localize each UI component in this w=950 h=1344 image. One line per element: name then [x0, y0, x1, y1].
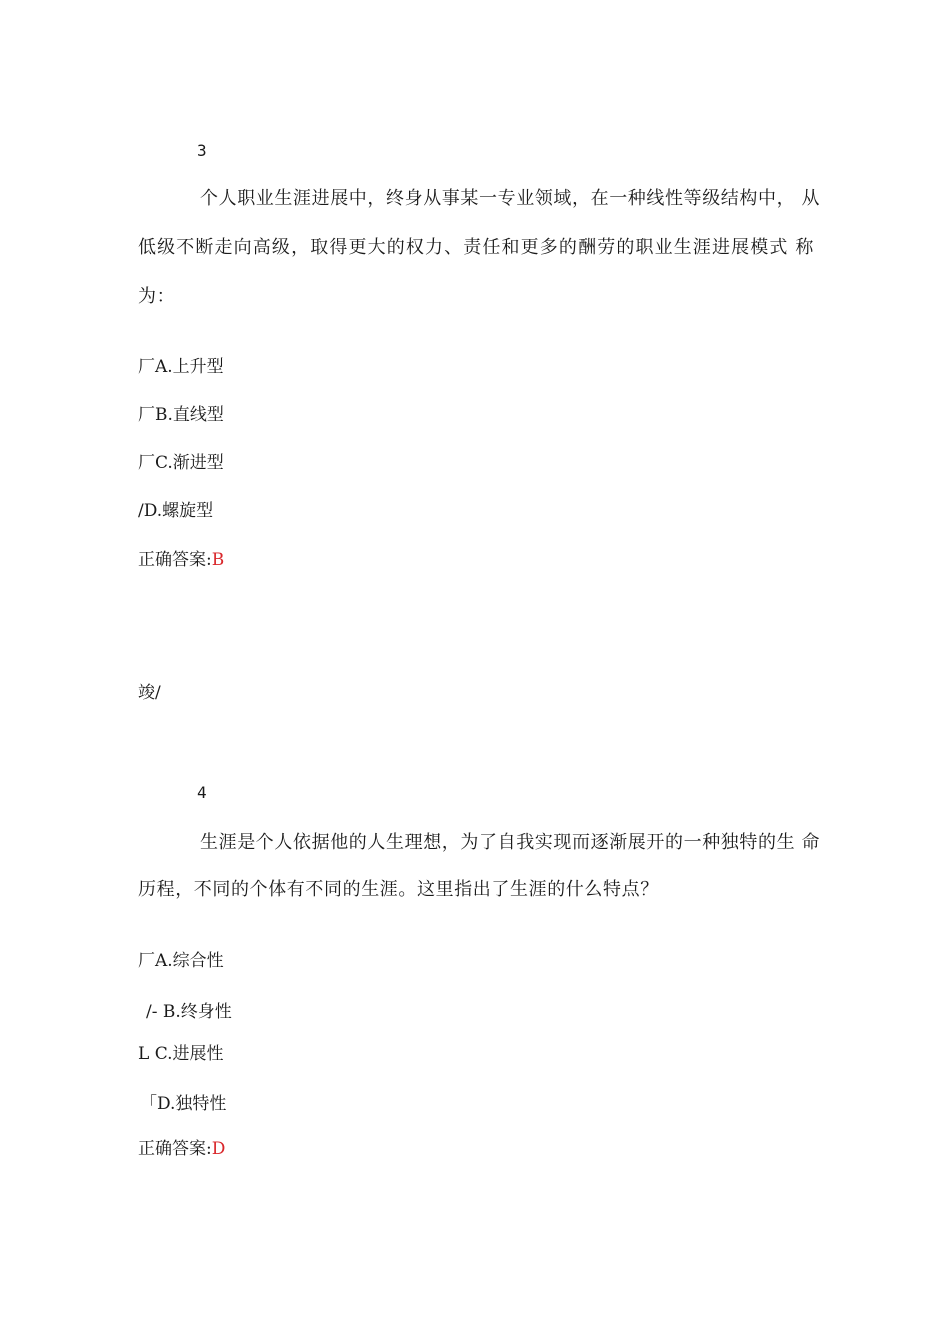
option-c[interactable]: L C.进展性 [138, 1044, 224, 1064]
stray-mark: 竣/ [138, 683, 161, 703]
question-stem-line: 个人职业生涯进展中，终身从事某一专业领域，在一种线性等级结构中， 从 [200, 188, 821, 209]
question-stem-line: 历程，不同的个体有不同的生涯。这里指出了生涯的什么特点？ [138, 879, 659, 900]
question-number: 4 [197, 783, 207, 802]
option-a[interactable]: 厂A.综合性 [138, 951, 224, 971]
question-stem-line: 为： [138, 286, 176, 307]
correct-answer-label: 正确答案: [138, 550, 212, 570]
option-c[interactable]: 厂C.渐进型 [138, 453, 224, 473]
option-b[interactable]: /- B.终身性 [146, 1002, 232, 1022]
correct-answer [138, 1138, 225, 1160]
correct-answer [138, 549, 224, 571]
question-number: 3 [197, 141, 207, 160]
correct-answer-value: D [211, 1139, 226, 1159]
option-d[interactable]: 「D.独特性 [140, 1094, 227, 1114]
correct-answer-label: 正确答案: [138, 1139, 212, 1159]
correct-answer-value: B [211, 550, 225, 570]
option-d[interactable]: /D.螺旋型 [138, 501, 214, 521]
question-stem-line: 低级不断走向高级，取得更大的权力、责任和更多的酬劳的职业生涯进展模式 称 [138, 237, 814, 258]
option-a[interactable]: 厂A.上升型 [138, 357, 224, 377]
option-b[interactable]: 厂B.直线型 [138, 405, 224, 425]
question-stem-line: 生涯是个人依据他的人生理想，为了自我实现而逐渐展开的一种独特的生 命 [200, 832, 821, 853]
